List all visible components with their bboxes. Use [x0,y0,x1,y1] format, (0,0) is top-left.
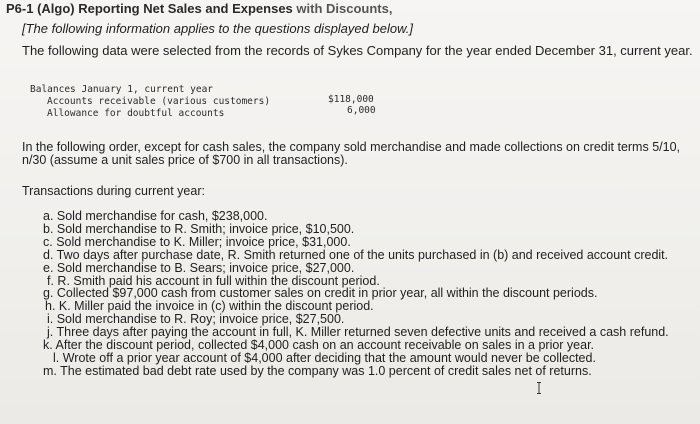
transaction-item: m. The estimated bad debt rate used by the company was 1.0 percent of credit sales net of returns. [43,363,592,378]
transaction-item: l. Wrote off a prior year account of $4,000 after deciding that the amount would never be collected. [53,350,596,365]
transaction-item: h. K. Miller paid the invoice in (c) within the discount period. [45,299,374,314]
balance-amount-accounts-receivable: $118,000 [328,94,374,105]
order-line-1: In the following order, except for cash sales, the company sold merchandise and made collections on credit terms 5/10, [22,140,680,154]
transactions-list [43,210,669,378]
transaction-item: c. Sold merchandise to K. Miller; invoice price, $31,000. [43,234,351,249]
order-line-2: n/30 (assume a unit sales price of $700 in all transactions). [22,153,348,167]
balance-label-allowance: Allowance for doubtful accounts [47,108,225,119]
balance-amount-allowance: 6,000 [347,105,376,116]
transactions-heading: Transactions during current year: [22,184,205,198]
transaction-item: b. Sold merchandise to R. Smith; invoice price, $10,500. [43,221,355,236]
transaction-item: f. R. Smith paid his account in full within the discount period. [47,273,380,288]
transaction-item: j. Three days after paying the account in full, K. Miller returned seven defective units and received a cash refund. [47,325,669,340]
text-cursor-icon [536,382,542,394]
transaction-item: e. Sold merchandise to B. Sears; invoice price, $27,000. [43,260,355,275]
balances-heading: Balances January 1, current year [30,84,214,95]
transaction-item: i. Sold merchandise to R. Roy; invoice price, $27,500. [47,312,345,327]
transaction-item: k. After the discount period, collected $4,000 cash on an account receivable on sales in a prior year. [43,338,595,353]
intro-paragraph: The following data were selected from the records of Sykes Company for the year ended December 31, current year. [22,43,693,58]
transaction-item: d. Two days after purchase date, R. Smith returned one of the units purchased in (b) and received account credit. [43,247,669,262]
problem-title-text: P6-1 (Algo) Reporting Net Sales and Expenses [6,1,293,16]
transaction-item: a. Sold merchandise for cash, $238,000. [43,209,268,223]
problem-title [6,1,392,16]
order-paragraph [22,141,700,167]
problem-title-cut: with Discounts, [292,1,393,16]
balance-label-accounts-receivable: Accounts receivable (various customers) [47,96,271,107]
transaction-item: g. Collected $97,000 cash from customer sales on credit in prior year, all within the discount periods. [43,286,598,301]
info-note: [The following information applies to the questions displayed below.] [22,21,413,36]
